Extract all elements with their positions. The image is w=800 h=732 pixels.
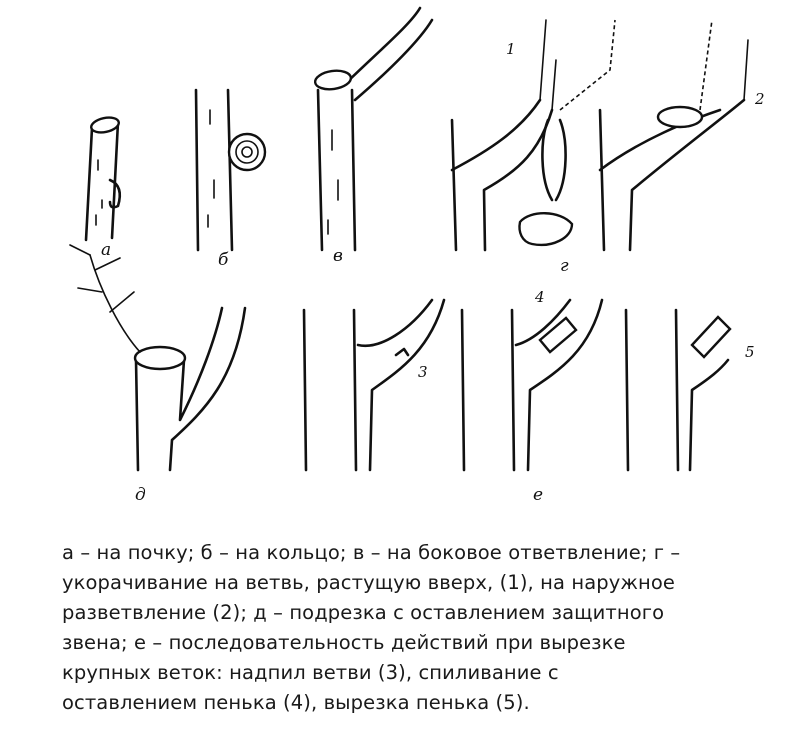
number-2: 2 — [755, 90, 765, 108]
label-e: е — [533, 485, 544, 505]
caption-line-5: крупных веток: надпил ветви (3), спиливание с — [62, 661, 559, 684]
number-1: 1 — [506, 40, 516, 58]
caption-line-6: оставлением пенька (4), вырезка пенька (5). — [62, 691, 530, 714]
number-5: 5 — [745, 343, 755, 361]
figure-caption — [62, 538, 762, 718]
sketch-v-lateral-branch — [314, 8, 432, 250]
caption-line-2: укорачивание на ветвь, растущую вверх, (1), на наружное — [62, 571, 675, 594]
label-g: г — [560, 256, 569, 276]
sketch-a-cut-to-bud — [86, 115, 120, 240]
label-d: д — [135, 485, 146, 505]
label-b: б — [218, 250, 229, 270]
label-v: в — [333, 246, 343, 266]
sketch-d-protective-link — [70, 245, 245, 470]
number-3: 3 — [418, 363, 428, 381]
sketch-e-sequence — [304, 300, 730, 470]
label-a: а — [101, 240, 112, 260]
caption-line-1: а – на почку; б – на кольцо; в – на боковое ответвление; г – — [62, 541, 681, 564]
caption-line-4: звена; е – последовательность действий при вырезке — [62, 631, 626, 654]
sketch-b-ring-cut — [196, 90, 265, 250]
caption-line-3: разветвление (2); д – подрезка с оставлением защитного — [62, 601, 665, 624]
number-4: 4 — [535, 288, 545, 306]
sketch-g-pruner — [452, 20, 748, 250]
